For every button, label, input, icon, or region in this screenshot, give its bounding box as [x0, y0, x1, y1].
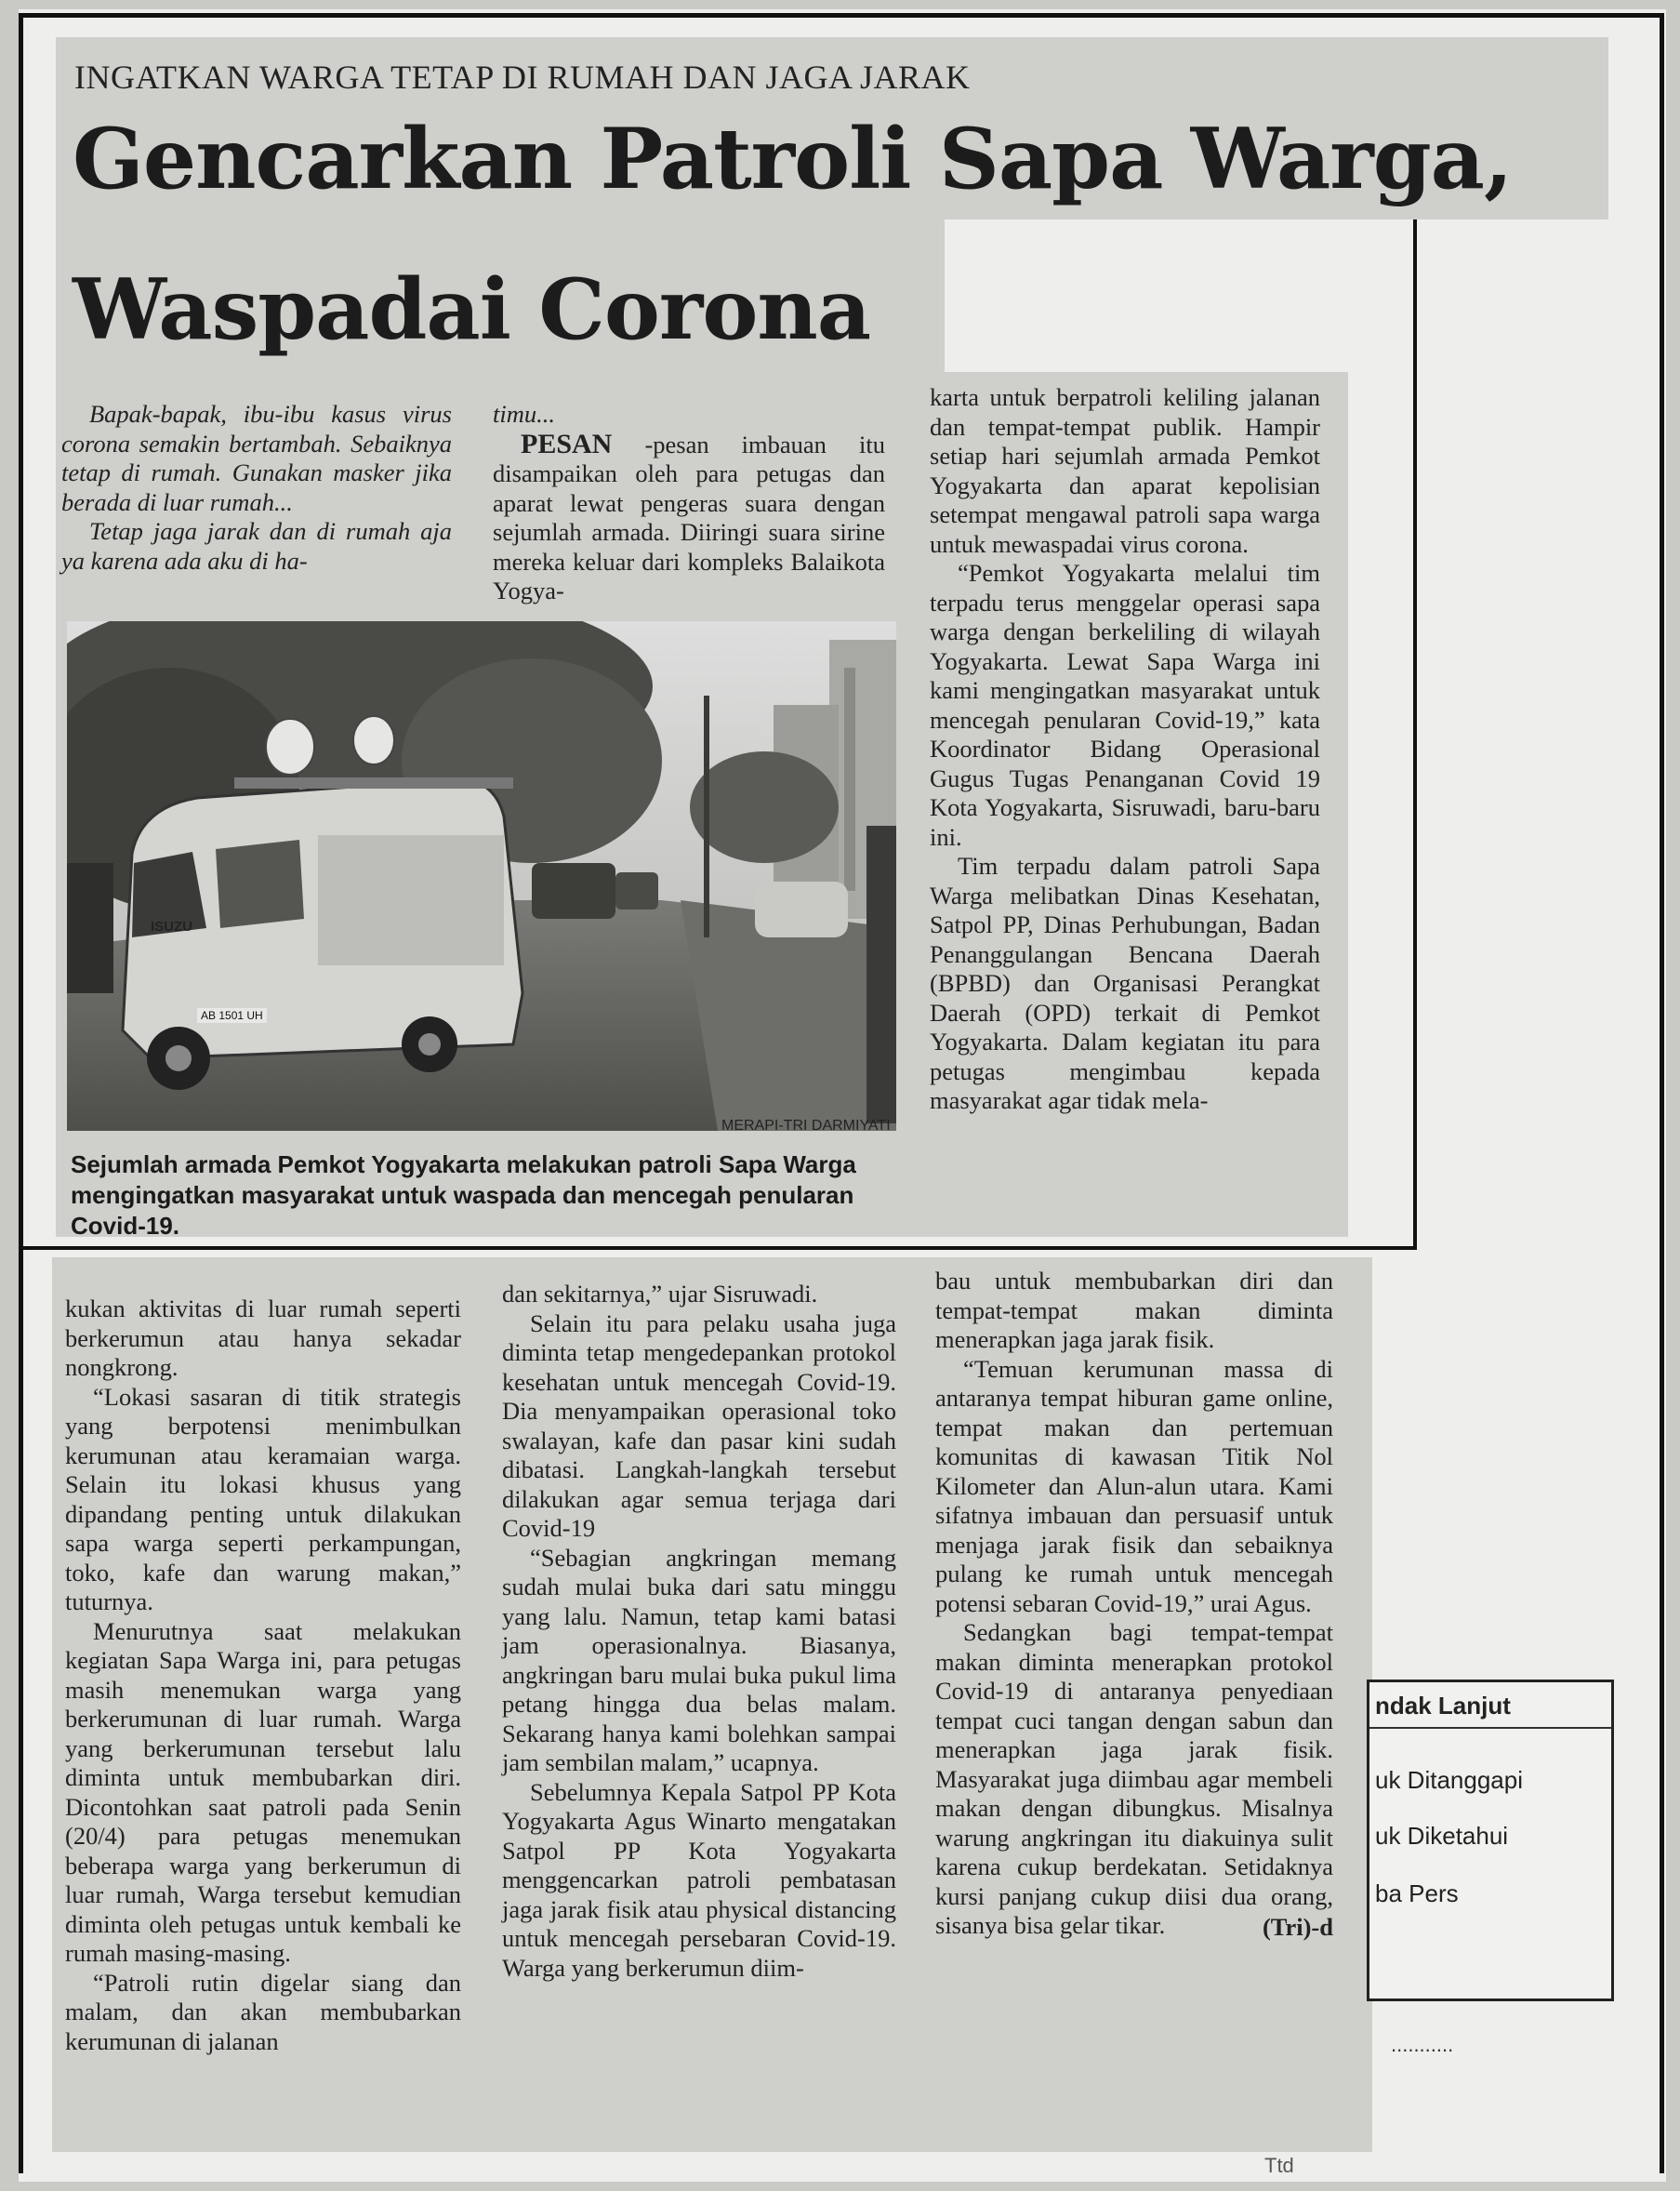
page-mark: Ttd: [1264, 2154, 1294, 2177]
routing-slip-item: uk Diketahui: [1375, 1822, 1509, 1850]
paragraph: “Sebagian angkringan memang sudah mulai buka dari satu minggu yang lalu. Namun, tetap kami batasi jam operasionalnya. Biasanya, angkringan baru mulai buka pukul lima petang hingga dua belas malam. Sekarang hanya kami bolehkan sampai jam sembilan malam,” ucapnya.: [502, 1543, 896, 1776]
signature-dots: ...........: [1391, 2033, 1454, 2056]
article-kicker: INGATKAN WARGA TETAP DI RUMAH DAN JAGA JARAK: [74, 59, 971, 96]
paragraph: karta untuk berpatroli keliling jalanan dan tempat-tempat publik. Hampir setiap hari sejumlah armada Pemkot Yogyakarta dan aparat kepolisian setempat mengawal patroli sapa warga untuk mewaspadai virus corona.: [930, 383, 1320, 558]
drop-word: PESAN: [521, 428, 613, 459]
bottom-col1: [65, 1295, 461, 2056]
top-col2: [493, 400, 885, 606]
news-photo: [67, 621, 896, 1131]
paragraph: Sebelumnya Kepala Satpol PP Kota Yogyakarta Agus Winarto mengatakan Satpol PP Kota Yogyakarta menggencarkan patroli pembatasan jaga jarak fisik atau physical distancing untuk mencegah persebaran Covid-19. Warga yang berkerumun diim-: [502, 1777, 896, 1982]
paragraph: Selain itu para pelaku usaha juga diminta tetap mengedepankan protokol kesehatan untuk mencegah Covid-19. Dia menyampaikan operasional toko swalayan, kafe dan pasar kini sudah dibatasi. Langkah-langkah tersebut dilakukan agar semua terjaga dari Covid-19: [502, 1308, 896, 1542]
license-plate: AB 1501 UH: [197, 1008, 267, 1023]
paragraph: Sedangkan bagi tempat-tempat makan diminta menerapkan protokol Covid-19 di antaranya penyediaan tempat cuci tangan dengan sabun dan menerapkan jaga jarak fisik. Masyarakat juga diimbau agar membeli makan dengan dibungkus. Misalnya warung angkringan itu diakuinya sulit karena cukup berdekatan. Setidaknya kursi panjang cukup diisi dua orang, sisanya bisa gelar tikar.: [935, 1618, 1333, 1939]
routing-slip-item: ba Pers: [1375, 1879, 1459, 1907]
bottom-col2: [502, 1280, 896, 1983]
paragraph: kukan aktivitas di luar rumah seperti berkerumun atau hanya sekadar nongkrong.: [65, 1295, 461, 1381]
routing-slip-item: uk Ditanggapi: [1375, 1766, 1523, 1794]
van-brand-label: ISUZU: [151, 919, 192, 935]
paragraph: dan sekitarnya,” ujar Sisruwadi.: [502, 1280, 818, 1308]
top-col3: [930, 383, 1320, 1116]
paragraph: “Patroli rutin digelar siang dan malam, dan akan membubarkan kerumunan di jalanan: [65, 1968, 461, 2055]
routing-slip-header: [1369, 1682, 1611, 1729]
bottom-col3: [935, 1267, 1333, 1942]
paragraph: bau untuk membubarkan diri dan tempat-tempat makan diminta menerapkan jaga jarak fisik.: [935, 1267, 1333, 1353]
paragraph: “Lokasi sasaran di titik strategis yang berpotensi menimbulkan kerumunan atau keramaian warga. Selain itu lokasi khusus yang dipandang penting untuk dilakukan sapa warga seperti perkampungan, toko, kafe dan warung makan,” tuturnya.: [65, 1382, 461, 1615]
paragraph: -pesan imbauan itu disampaikan oleh para petugas dan aparat lewat pengeras suara dengan sejumlah armada. Diiringi suara sirine mereka keluar dari kompleks Balaikota Yogya-: [493, 430, 885, 604]
routing-slip-title: ndak Lanjut: [1375, 1692, 1511, 1720]
paragraph: timu...: [493, 400, 555, 428]
headline-line1: Gencarkan Patroli Sapa Warga,: [73, 110, 1513, 208]
routing-slip-box: [1367, 1680, 1614, 2001]
byline: (Tri)-d: [1262, 1912, 1333, 1941]
paragraph: Menurutnya saat melakukan kegiatan Sapa Warga ini, para petugas masih menemukan warga yang berkerumunan di luar rumah. Warga yang berkerumunan tersebut lalu diminta untuk membubarkan diri. Dicontohkan saat patroli pada Senin (20/4) para petugas menemukan beberapa warga yang berkerumun di luar rumah, Warga tersebut kemudian diminta oleh petugas untuk kembali ke rumah masing-masing.: [65, 1616, 461, 1967]
headline-line2: Waspadai Corona: [73, 260, 871, 359]
paragraph: Bapak-bapak, ibu-ibu kasus virus corona semakin bertambah. Sebaiknya tetap di rumah. Gunakan masker jika berada di luar rumah...: [61, 400, 452, 516]
paragraph: “Temuan kerumunan massa di antaranya tempat hiburan game online, tempat makan dan pertemuan komunitas di kawasan Titik Nol Kilometer dan Alun-alun utara. Kami sifatnya imbauan dan persuasif untuk menjaga jarak fisik dan sebaiknya pulang ke rumah untuk mencegah potensi sebaran Covid-19,” urai Agus.: [935, 1354, 1333, 1617]
top-col1: [61, 400, 452, 576]
paragraph: Tetap jaga jarak dan di rumah aja ya karena ada aku di ha-: [61, 517, 452, 575]
paragraph: “Pemkot Yogyakarta melalui tim terpadu terus menggelar operasi sapa warga dengan berkeliling di wilayah Yogyakarta. Lewat Sapa Warga ini kami mengingatkan masyarakat untuk mencegah penularan Covid-19,” kata Koordinator Bidang Operasional Gugus Tugas Penanganan Covid 19 Kota Yogyakarta, Sisruwadi, baru-baru ini.: [930, 559, 1320, 851]
paragraph: Tim terpadu dalam patroli Sapa Warga melibatkan Dinas Kesehatan, Satpol PP, Dinas Perhubungan, Badan Penanggulangan Bencana Daerah (BPBD) dan Organisasi Perangkat Daerah (OPD) terkait di Pemkot Yogyakarta. Dalam kegiatan itu para petugas mengimbau kepada masyarakat agar tidak mela-: [930, 852, 1320, 1114]
photo-scene: [67, 621, 896, 1131]
photo-caption: Sejumlah armada Pemkot Yogyakarta melakukan patroli Sapa Warga mengingatkan masyarakat untuk waspada dan mencegah penularan Covid-19.: [71, 1150, 856, 1240]
photo-credit: MERAPI-TRI DARMIYATI: [721, 1118, 891, 1134]
